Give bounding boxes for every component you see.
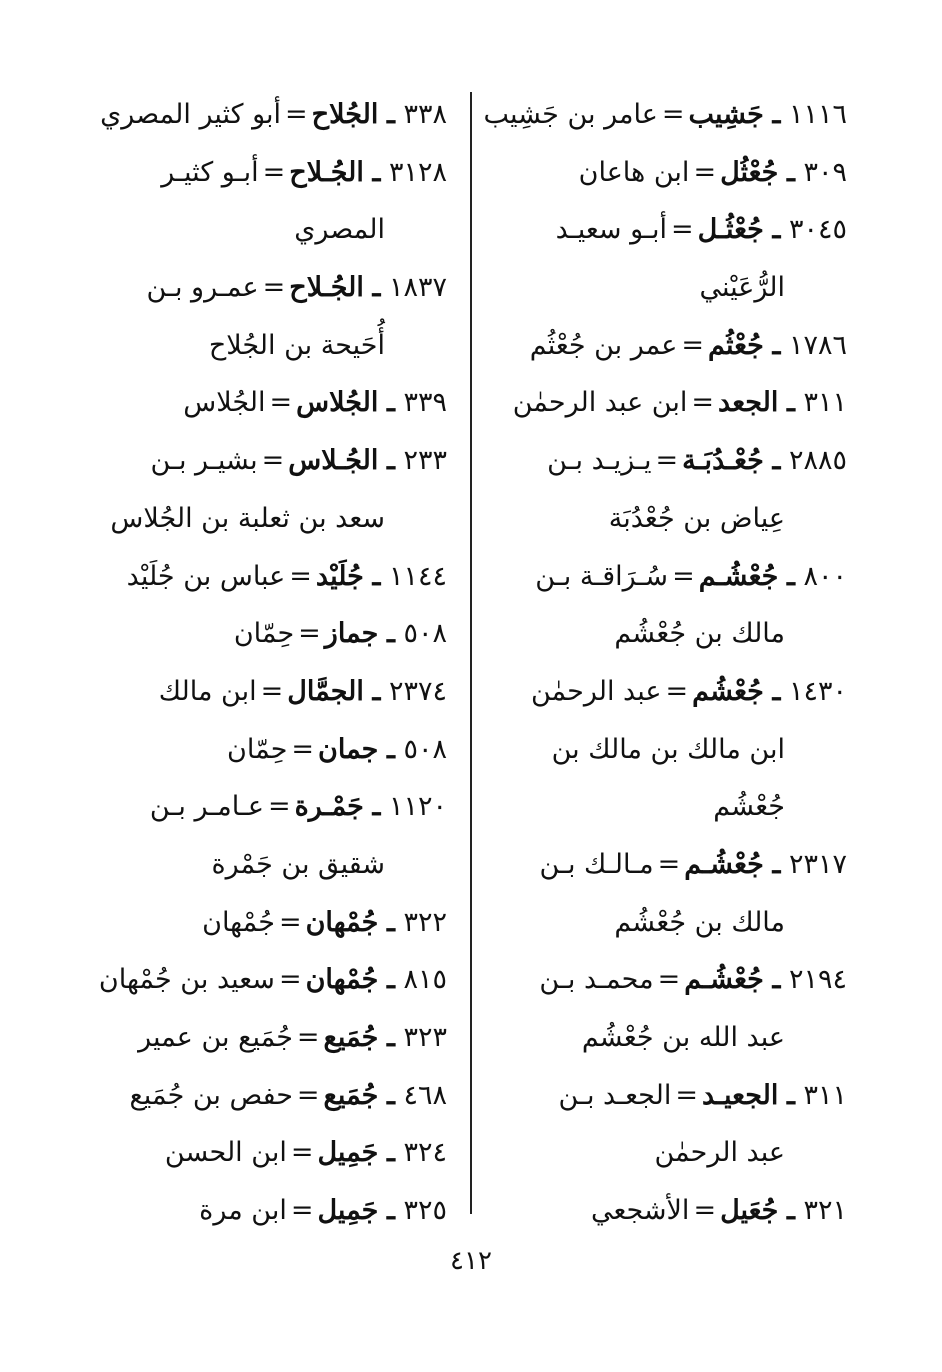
entry-separator: ـ — [772, 99, 781, 130]
entry-separator: ـ — [386, 1079, 395, 1111]
entry-headword: جَمِيل — [317, 1195, 379, 1227]
entry-headword: جُمَيع — [323, 1079, 379, 1111]
entry-equals: = — [278, 906, 302, 938]
entry-reference: الأشجعي — [590, 1195, 690, 1227]
entry-line — [497, 317, 847, 375]
entry-headword: الجُلاس — [296, 387, 379, 419]
entry-separator: ـ — [372, 791, 381, 823]
entry-number: ٨٠٠ — [803, 560, 847, 592]
entry-number: ١٤٣٠ — [788, 675, 847, 707]
entry-reference: عباس بن جُلَيْد — [126, 560, 286, 592]
entry-line — [97, 1182, 447, 1240]
entry-equals: = — [290, 1195, 314, 1227]
entry-reference: عـامـر بـن — [149, 791, 264, 823]
entry-number: ٣١١ — [803, 387, 847, 419]
entry-number: ٥٠٨ — [403, 618, 447, 650]
entry-separator: ـ — [786, 387, 795, 419]
entry-separator: ـ — [386, 906, 395, 938]
entry-number: ٣٠٩ — [803, 156, 847, 188]
entry-headword: جُعْشُـم — [684, 964, 764, 996]
entry-reference: حفص بن جُمَيع — [129, 1079, 293, 1111]
entry-continuation: عبد الرحمٰن — [654, 1137, 785, 1169]
entry-equals: = — [671, 214, 694, 246]
entry-separator: ـ — [372, 675, 381, 707]
entry-headword: جَشِيب — [688, 99, 764, 130]
entry-reference: أبـو كثيـر — [161, 156, 259, 188]
entry-line — [497, 951, 847, 1009]
entry-line — [497, 374, 847, 432]
entry-headword: جمان — [318, 733, 379, 765]
entry-separator: ـ — [772, 848, 781, 880]
entry-headword: جُمَيع — [323, 1022, 379, 1053]
entry-reference: حِمّان — [227, 733, 288, 765]
entry-line — [497, 432, 847, 490]
entry-number: ٢١٩٤ — [788, 964, 847, 996]
right-column — [483, 86, 847, 1240]
entry-reference: سعيد بن جُمْهان — [98, 964, 275, 996]
entry-number: ٣١١ — [803, 1079, 847, 1111]
entry-equals: = — [661, 99, 685, 130]
entry-headword: الجُـلاس — [288, 445, 379, 477]
entry-number: ٣٠٤٥ — [788, 214, 847, 246]
entry-separator: ـ — [386, 733, 395, 765]
entry-number: ٣٢٢ — [403, 906, 447, 938]
entry-reference: ابن مالك — [158, 675, 257, 707]
entry-number: ٤٦٨ — [403, 1079, 447, 1111]
entry-separator: ـ — [772, 964, 781, 996]
entry-equals: = — [285, 99, 308, 130]
entry-reference: ابن مرة — [199, 1195, 287, 1227]
entry-headword: جُلَيْد — [315, 560, 364, 592]
entry-reference: يـزيـد بـن — [547, 445, 652, 477]
entry-continuation: مالك بن جُعْشُم — [614, 618, 785, 650]
entry-reference: محمـد بـن — [539, 964, 654, 996]
entry-line — [497, 1182, 847, 1240]
entry-equals: = — [693, 1195, 717, 1227]
entry-line — [97, 778, 447, 836]
entry-number: ٣٣٨ — [403, 99, 447, 130]
entry-headword: جُعْـدُبَـة — [682, 445, 764, 477]
entry-separator: ـ — [786, 156, 795, 188]
entry-separator: ـ — [386, 99, 395, 130]
entry-separator: ـ — [772, 445, 781, 477]
entry-reference: مـالـك بـن — [539, 848, 654, 880]
entry-equals: = — [296, 1079, 320, 1111]
entry-separator: ـ — [772, 329, 781, 361]
entry-line — [97, 86, 447, 144]
entry-number: ٣٢٥ — [403, 1195, 447, 1227]
entry-headword: جَمِيل — [317, 1137, 379, 1169]
entry-headword: جُعْثُـل — [697, 214, 764, 246]
entry-continuation: شقيق بن جَمْرة — [211, 848, 385, 880]
entry-separator: ـ — [372, 560, 381, 592]
entry-headword: جُعْشُـم — [684, 848, 764, 880]
entry-number: ٨١٥ — [403, 964, 447, 996]
entry-line — [97, 548, 447, 606]
entry-reference: جُمَيع بن عمير — [138, 1022, 293, 1053]
entry-separator: ـ — [786, 1079, 795, 1111]
entry-reference: ابن الحسن — [164, 1137, 287, 1169]
entry-separator: ـ — [786, 1195, 795, 1227]
entry-reference: ابن هاعان — [578, 156, 690, 188]
entry-line — [97, 1067, 447, 1125]
entry-equals: = — [296, 1022, 320, 1053]
entry-headword: الجُلاح — [311, 99, 379, 130]
entry-headword: الجعد — [718, 387, 779, 419]
entry-number: ٣٢١ — [803, 1195, 847, 1227]
entry-separator: ـ — [386, 445, 395, 477]
entry-headword: الجُـلاح — [289, 272, 364, 304]
entry-separator: ـ — [772, 675, 781, 707]
entry-reference: الجعـد بـن — [558, 1079, 672, 1111]
entry-headword: جُمْهان — [305, 906, 379, 938]
entry-number: ٢٣١٧ — [788, 848, 847, 880]
entry-equals: = — [267, 791, 291, 823]
entry-number: ٢٨٨٥ — [788, 445, 847, 477]
entry-headword: الجعيـد — [701, 1079, 779, 1111]
entry-equals: = — [289, 560, 312, 592]
entry-continuation: عبد الله بن جُعْشُم — [581, 1022, 785, 1053]
entry-line — [497, 1067, 847, 1125]
entry-line — [97, 663, 447, 721]
entry-separator: ـ — [386, 964, 395, 996]
entry-reference: عامر بن جَشِيب — [483, 99, 658, 130]
entry-reference: عمر بن جُعْثُم — [529, 329, 678, 361]
entry-number: ٢٣٣ — [403, 445, 447, 477]
entry-separator: ـ — [386, 387, 395, 419]
entry-equals: = — [278, 964, 302, 996]
entry-number: ٣٣٩ — [403, 387, 447, 419]
entry-equals: = — [290, 1137, 314, 1169]
entry-equals: = — [261, 445, 285, 477]
entry-reference: جُمْهان — [202, 906, 275, 938]
entry-number: ٣١٢٨ — [388, 156, 447, 188]
entry-line — [497, 548, 847, 606]
entry-continuation: مالك بن جُعْشُم — [614, 906, 785, 938]
entry-headword: جَمْـرة — [294, 791, 364, 823]
entry-continuation: سعد بن ثعلبة بن الجُلاس — [110, 502, 385, 534]
entry-reference: بشيـر بـن — [150, 445, 258, 477]
entry-number: ١١٢٠ — [388, 791, 447, 823]
entry-headword: جُعْشُم — [692, 675, 764, 707]
entry-line — [97, 605, 447, 663]
entry-line — [497, 201, 847, 259]
entry-line — [97, 432, 447, 490]
entry-number: ١٧٨٦ — [788, 329, 847, 361]
entry-line — [497, 663, 847, 721]
entry-continuation: جُعْشُم — [713, 791, 785, 823]
entry-separator: ـ — [386, 618, 395, 650]
entry-line — [97, 894, 447, 952]
entry-headword: جُعْشُـم — [698, 560, 779, 592]
entry-line — [97, 374, 447, 432]
entry-equals: = — [260, 675, 284, 707]
entry-continuation: ابن مالك بن مالك بن — [551, 733, 785, 765]
entry-separator: ـ — [386, 1022, 395, 1053]
entry-line — [97, 721, 447, 779]
entry-equals: = — [681, 329, 705, 361]
entry-reference: عبد الرحمٰن — [530, 675, 662, 707]
entry-number: ١١٤٤ — [388, 560, 447, 592]
entry-separator: ـ — [386, 1195, 395, 1227]
entry-number: ٢٣٧٤ — [388, 675, 447, 707]
entry-reference: أبـو سعيـد — [555, 214, 668, 246]
entry-line — [497, 144, 847, 202]
entry-separator: ـ — [372, 272, 381, 304]
entry-equals: = — [672, 560, 695, 592]
entry-continuation: المصري — [294, 214, 385, 246]
entry-equals: = — [262, 156, 286, 188]
entry-number: ١٨٣٧ — [388, 272, 447, 304]
entry-headword: جُعْثُل — [720, 156, 779, 188]
entry-equals: = — [262, 272, 286, 304]
entry-separator: ـ — [786, 560, 795, 592]
entry-equals: = — [291, 733, 315, 765]
entry-equals: = — [691, 387, 715, 419]
entry-reference: حِمّان — [233, 618, 295, 650]
entry-continuation: أُحَيحة بن الجُلاح — [208, 329, 385, 361]
entry-number: ٣٢٤ — [403, 1137, 447, 1169]
entry-equals: = — [269, 387, 293, 419]
entry-reference: سُـرَاقـة بـن — [535, 560, 669, 592]
entry-equals: = — [665, 675, 689, 707]
entry-separator: ـ — [386, 1137, 395, 1169]
entry-line — [497, 836, 847, 894]
entry-equals: = — [655, 445, 679, 477]
entry-equals: = — [298, 618, 321, 650]
entry-line — [97, 1009, 447, 1067]
page-number: ٤١٢ — [450, 1246, 492, 1276]
entry-line — [97, 1124, 447, 1182]
entry-number: ٣٢٣ — [403, 1022, 447, 1053]
entry-continuation: الرُّعَيْني — [699, 272, 785, 304]
entry-headword: جُعَيل — [720, 1195, 779, 1227]
entry-reference: الجُلاس — [183, 387, 266, 419]
entry-headword: جماز — [324, 618, 379, 650]
entry-separator: ـ — [372, 156, 381, 188]
entry-equals: = — [657, 848, 681, 880]
entry-headword: الجمَّال — [287, 675, 364, 707]
entry-equals: = — [675, 1079, 698, 1111]
entry-reference: ابن عبد الرحمٰن — [512, 387, 688, 419]
left-column — [97, 86, 447, 1240]
entry-headword: الجُـلاح — [289, 156, 364, 188]
entry-line — [97, 951, 447, 1009]
entry-headword: جُمْهان — [305, 964, 379, 996]
entry-reference: عمـرو بـن — [146, 272, 259, 304]
entry-reference: أبو كثير المصري — [100, 99, 282, 130]
entry-line — [97, 259, 447, 317]
entry-equals: = — [657, 964, 681, 996]
entry-continuation: عِياض بن جُعْدُبَة — [608, 502, 785, 534]
entry-headword: جُعْثُم — [708, 329, 764, 361]
entry-number: ٥٠٨ — [403, 733, 447, 765]
entry-line — [483, 86, 847, 144]
column-divider — [470, 92, 472, 1214]
entry-line — [97, 144, 447, 202]
entry-separator: ـ — [772, 214, 781, 246]
entry-number: ١١١٦ — [788, 99, 847, 130]
entry-equals: = — [693, 156, 717, 188]
